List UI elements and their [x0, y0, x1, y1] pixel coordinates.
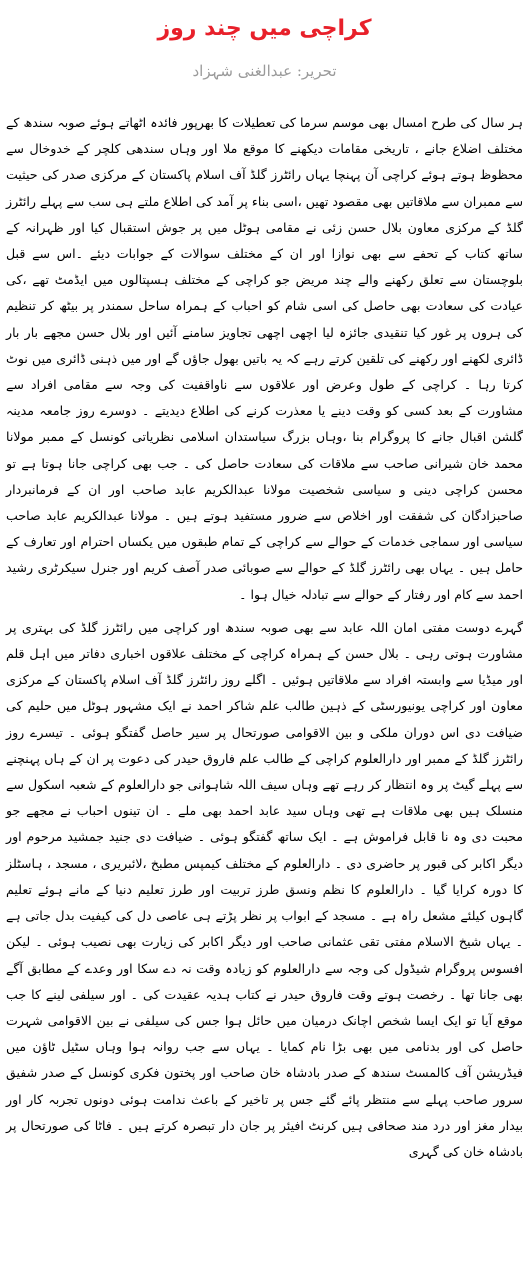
article-paragraph: ہر سال کی طرح امسال بھی موسم سرما کی تعطیلات کا بھرپور فائدہ اٹھاتے ہوئے صوبہ سندھ کے مختلف اضلاع جانے ، تاریخی مقامات دیکھنے کا موقع ملا اور وہاں سندھی کلچر کے خدوخال سے محظوظ ہوتے ہوئے کراچی آن پہنچا یہاں رائٹرز گلڈ آف اسلام پاکستان کے مرکزی صدر کی حیثیت سے ممبران سے ملاقاتیں بھی مقصود تھیں ،اسی بناء پر آمد کی اطلاع ملتے ہی سب سے پہلے رائٹرز گلڈ کے مرکزی معاون بلال حسن زئی نے مقامی ہوٹل میں پر جوش استقبال کیا اور ظہرانہ کے ساتھ کتاب کے تحفے سے بھی نوازا اور ان کے مختلف سوالات کے جوابات دیئے ۔اس سے قبل بلوچستان سے تعلق رکھنے والے چند مریض جو کراچی کے مختلف ہسپتالوں میں ایڈمٹ تھے ،کی عیادت کی سعادت بھی حاصل کی اسی شام کو احباب کے ہمراہ ساحل سمندر پر بیٹھ کر تنظیم کی ہروں پر غور کیا تنقیدی جائزہ لیا اچھی اچھی تجاویز سامنے آئیں اور بلال حسن مجھے بار بار ڈائری لکھنے اور رکھنے کی تلقین کرتے رہے کہ یہ باتیں بھول جاؤں گے اور میں ذہنی ڈائری میں نوٹ کرتا رہا ۔ کراچی کے طول وعرض اور علاقوں سے ناواقفیت کی وجہ سے مقامی افراد سے مشاورت کے بعد کسی کو وقت دینے یا معذرت کرنے کی اطلاع دیدیتے ۔ دوسرے روز جامعہ مدینہ گلشن اقبال جانے کا پروگرام بنا ،وہاں بزرگ سیاستدان اسلامی نظریاتی کونسل کے ممبر مولانا محمد خان شیرانی صاحب سے ملاقات کی سعادت حاصل کی ۔ جب بھی کراچی جانا ہوتا ہے تو محسن کراچی دینی و سیاسی شخصیت مولانا عبدالکریم عابد صاحب اور ان کے فرمانبردار صاحبزادگان کی شفقت اور اخلاص سے ضرور مستفید ہوتے ہیں ۔ مولانا عبدالکریم عابد صاحب سیاسی اور سماجی خدمات کے حوالے سے کراچی کے تمام طبقوں میں یکساں احترام اور تعارف کے حامل ہیں ۔ یہاں بھی رائٹرز گلڈ کے حوالے سے صوبائی صدر آصف کریم اور جنرل سیکرٹری رشید احمد سے کام اور رفتار کے حوالے سے تبادلہ خیال ہوا ۔: [6, 115, 523, 602]
article-body: [6, 110, 523, 1165]
article-byline: تحریر: عبدالغنی شہزاد: [192, 62, 337, 80]
article-paragraph: گہرے دوست مفتی امان اللہ عابد سے بھی صوبہ سندھ اور کراچی میں رائٹرز گلڈ کی بہتری پر مشاورت ہوتی رہی ۔ بلال حسن کے ہمراہ کراچی کے مختلف علاقوں اخباری دفاتر میں اہل قلم اور میڈیا سے وابستہ افراد سے ملاقاتیں ہوئیں ۔ اگلے روز رائٹرز گلڈ آف اسلام پاکستان کے مرکزی معاون اور کراچی یونیورسٹی کے ذہین طالب علم شاکر احمد نے ایک مشہور ہوٹل میں حلیم کی ضیافت دی اس دوران ملکی و بین الاقوامی صورتحال پر سیر حاصل گفتگو ہوئی ۔ تیسرے روز رائٹرز گلڈ کے ممبر اور دارالعلوم کراچی کے طالب علم فاروق حیدر کی دعوت پر ان کے ہاں پہنچنے سے پہلے گیٹ پر وہ انتظار کر رہے تھے وہاں سیف اللہ شاہوانی جو دارالعلوم کے شعبہ اسکول سے منسلک ہیں بھی ملاقات ہے تھی وہاں سید عابد احمد بھی ملے ۔ ان تینوں احباب نے مجھے جو محبت دی وہ نا قابل فراموش ہے ۔ ایک ساتھ گفتگو ہوئی ۔ ضیافت دی جنید جمشید مرحوم اور دیگر اکابر کی قبور پر حاضری دی ۔ دارالعلوم کے مختلف کیمپس مطبخ ،لائبریری ، مسجد ، ہاسٹلز کا دورہ کرایا گیا ۔ دارالعلوم کا نظم ونسق طرز تربیت اور طرز تعلیم دنیا کے مانے ہوئے تعلیم گاہوں کیلئے مشعل راہ ہے ۔ مسجد کے ابواب پر نظر پڑتے ہی عاصی دل کی کیفیت بدل جاتی ہے ۔ یہاں شیخ الاسلام مفتی تقی عثمانی صاحب اور دیگر اکابر کی زیارت بھی نصیب ہوئی ۔ لیکن افسوس پروگرام شیڈول کی وجہ سے دارالعلوم کو زیادہ وقت نہ دے سکا اور وعدے کے مطابق آگے بھی جانا تھا ۔ رخصت ہوتے وقت فاروق حیدر نے کتاب ہدیہ عقیدت کی ۔ اور سیلفی لینے کا جب موقع آیا تو ایک ایسا شخص اچانک درمیان میں حائل ہوا جس کی سیلفی نے بین الاقوامی شہرت حاصل کی اور بدنامی میں بھی بڑا نام کمایا ۔ یہاں سے جب روانہ ہوا وہاں سٹیل ٹاؤن میں فیڈریشن آف کالمسٹ سندھ کے صدر بادشاہ خان صاحب اور پختون فکری کونسل کے صدر شفیق سرور صاحب پہلے سے منتظر پائے گئے جس پر تاخیر کے باعث ندامت ہوئی دونوں تجربہ کار اور بیدار مغز اور درد مند صحافی ہیں کرنٹ افیئر پر جان دار تبصرہ کرتے ہیں ۔ فاٹا کی صورتحال پر بادشاہ خان کی گہری: [6, 619, 523, 1159]
article-title: کراچی میں چند روز: [157, 16, 372, 41]
article-page: [0, 14, 529, 1272]
